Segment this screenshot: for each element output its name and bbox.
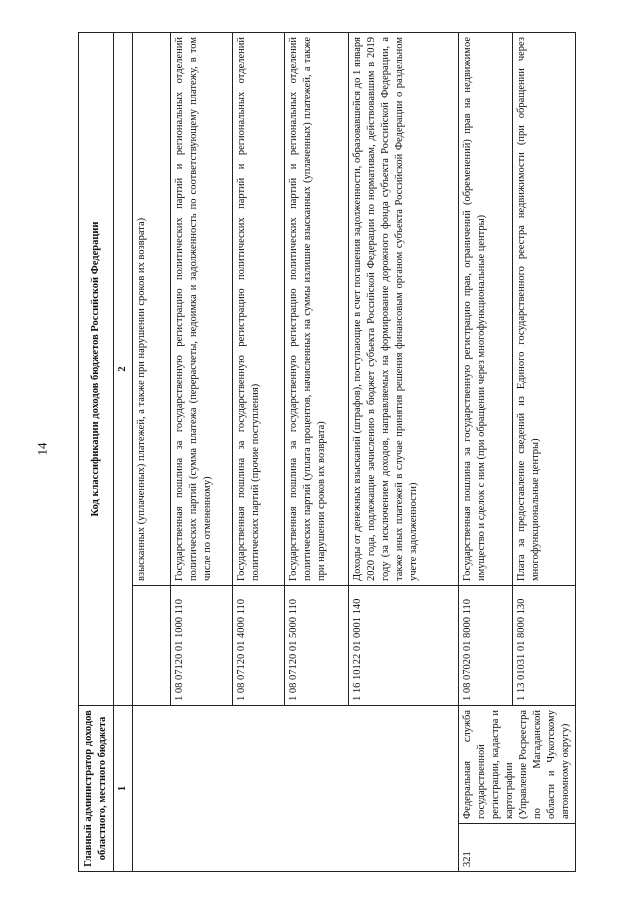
description-cell: Государственная пошлина за государственную регистрацию прав, ограничений (обременений) прав на недвижимое имущество и сделок с ним (при обращении через многофункциональные центры) [458,33,512,586]
code-cell: 1 16 10122 01 0001 140 [348,585,458,705]
code-cell [132,585,170,705]
admin-code-cell: 321 [458,824,575,872]
column-number-1: 1 [114,705,133,871]
code-cell: 1 08 07120 01 5000 110 [284,585,348,705]
table-row [458,33,512,872]
revenue-classification-table [78,32,576,872]
description-cell: Плата за предоставление сведений из Единого государственного реестра недвижимости (при обращении через многофункциональные центры) [512,33,575,586]
header-code: Код классификации доходов бюджетов Российской Федерации [79,33,114,706]
admin-cell-empty [132,705,458,871]
description-cell: Доходы от денежных взысканий (штрафов), поступающие в счет погашения задолженности, образовавшейся до 1 января 2020 года, подлежащие зачислению в бюджет субъекта Российской Федерации по нормативам, действовавшим в 2019 году (за исключением доходов, направляемых на формирование дорожного фонда субъекта Российской Федерации, а также иных платежей в случае принятия решения финансовым органом субъекта Российской Федерации о раздельном учете задолженности) [348,33,458,586]
header-admin: Главный администратор доходов областного, местного бюджета [79,705,114,871]
description-cell: Государственная пошлина за государственную регистрацию политических партий и региональных отделений политических партий (сумма платежа (перерасчеты, недоимка и задолженность по соответствующему платежу, в том числе по отмененному) [170,33,232,586]
code-cell: 1 08 07120 01 1000 110 [170,585,232,705]
code-cell: 1 13 01031 01 8000 130 [512,585,575,705]
code-cell: 1 08 07020 01 8000 110 [458,585,512,705]
description-cell: Государственная пошлина за государственную регистрацию политических партий и региональных отделений политических партий (прочие поступления) [232,33,284,586]
code-cell: 1 08 07120 01 4000 110 [232,585,284,705]
table-row [132,33,170,872]
column-number-2: 2 [114,33,133,706]
page-number: 14 [34,442,50,456]
table-header-row [79,33,114,872]
description-cell: взысканных (уплаченных) платежей, а также при нарушении сроков их возврата) [132,33,170,586]
admin-name-cell: Федеральная служба государственной регистрации, кадастра и картографии (Управление Росреестра по Магаданской области и Чукотскому автономному округу) [458,705,575,823]
description-cell: Государственная пошлина за государственную регистрацию политических партий и региональных отделений политических партий (уплата процентов, начисленных на суммы излишне взысканных (уплаченных) платежей, а также при нарушении сроков их возврата) [284,33,348,586]
rotated-page-content [78,32,571,872]
column-number-row [114,33,133,872]
